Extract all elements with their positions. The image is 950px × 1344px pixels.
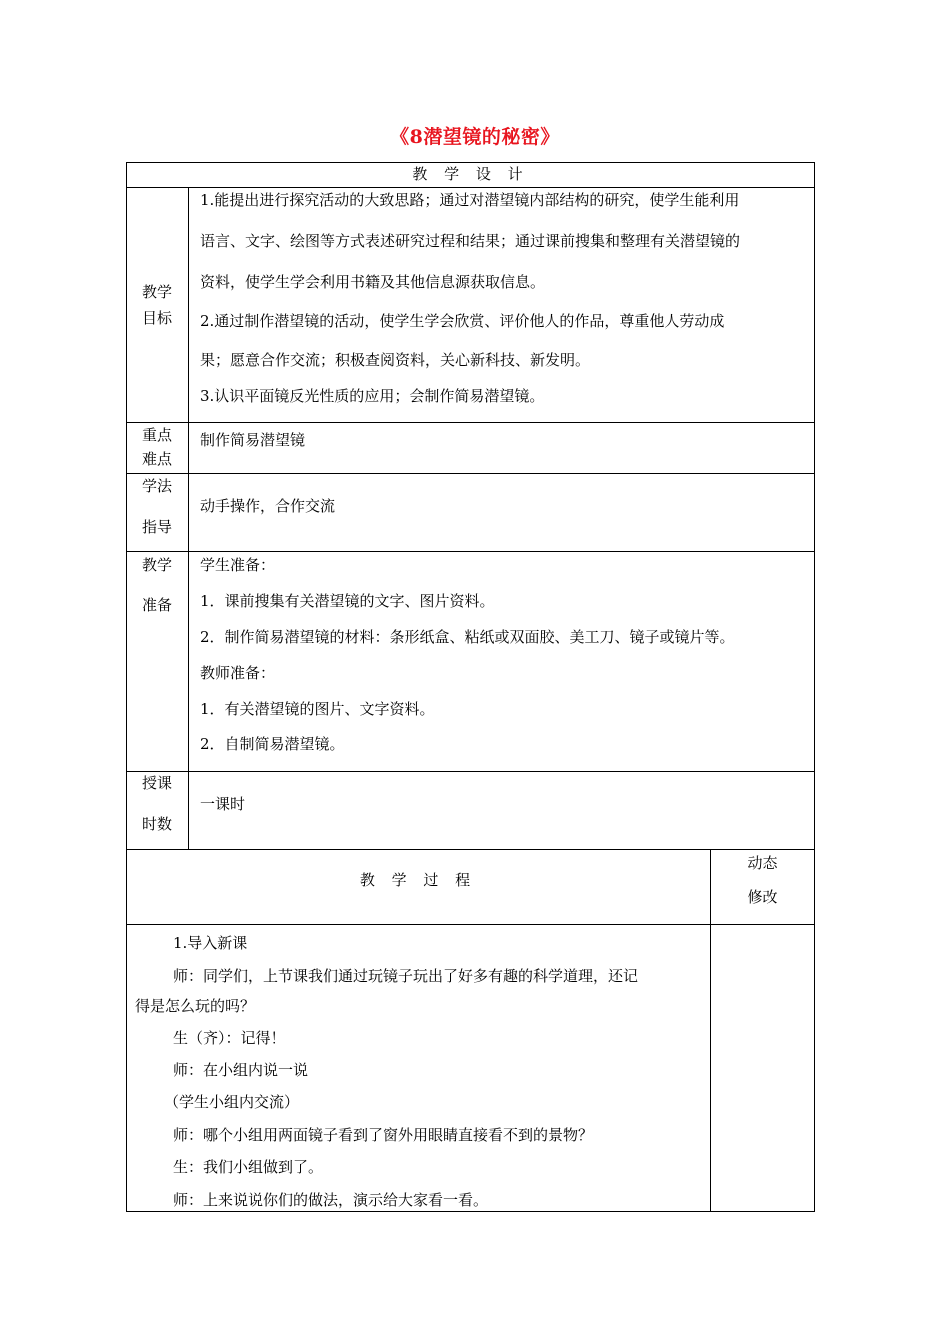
process-line: 师：上来说说你们的做法，演示给大家看一看。: [173, 1191, 489, 1209]
preparation-line: 1．课前搜集有关潜望镜的文字、图片资料。: [200, 592, 495, 610]
preparation-line: 2．自制简易潜望镜。: [200, 735, 345, 753]
method-text: 动手操作，合作交流: [200, 497, 336, 515]
process-line: 得是怎么玩的吗？: [135, 997, 256, 1015]
page-title: 《8潜望镜的秘密》: [390, 126, 560, 148]
process-line: 师：同学们，上节课我们通过玩镜子玩出了好多有趣的科学道理，还记: [173, 967, 639, 985]
row-divider: [126, 924, 815, 925]
key-points-label: 难点: [141, 450, 172, 468]
table-border-bottom: [126, 1211, 815, 1212]
method-label: 指导: [141, 518, 172, 536]
row-divider: [126, 551, 815, 552]
key-points-label: 重点: [141, 426, 172, 444]
preparation-line: 2．制作简易潜望镜的材料：条形纸盒、粘纸或双面胶、美工刀、镜子或镜片等。: [200, 628, 735, 646]
dynamic-edit-header: 修改: [747, 888, 778, 906]
preparation-label: 教学: [141, 556, 172, 574]
preparation-label: 准备: [141, 596, 172, 614]
process-line: 生（齐）：记得！: [173, 1029, 286, 1047]
row-divider: [126, 849, 815, 850]
label-column-divider: [188, 187, 189, 849]
preparation-line: 学生准备：: [200, 556, 276, 574]
preparation-line: 教师准备：: [200, 664, 276, 682]
table-border-right: [814, 162, 815, 1212]
process-line: （学生小组内交流）: [164, 1093, 300, 1111]
table-border-top: [126, 162, 815, 163]
preparation-line: 1．有关潜望镜的图片、文字资料。: [200, 700, 435, 718]
objective-line: 3.认识平面镜反光性质的应用；会制作简易潜望镜。: [200, 387, 545, 405]
process-header: 教 学 过 程: [359, 871, 477, 889]
dynamic-edit-header: 动态: [747, 854, 778, 872]
lesson-plan-table: [126, 162, 815, 1212]
objectives-label: 教学: [141, 283, 172, 301]
objective-line: 2.通过制作潜望镜的活动，使学生学会欣赏、评价他人的作品，尊重他人劳动成: [200, 312, 725, 330]
row-divider: [126, 771, 815, 772]
table-header: 教 学 设 计: [412, 165, 529, 183]
key-points-text: 制作简易潜望镜: [200, 431, 306, 449]
objectives-label: 目标: [141, 309, 172, 327]
process-line: 师：哪个小组用两面镜子看到了窗外用眼睛直接看不到的景物？: [173, 1126, 594, 1144]
row-divider: [126, 473, 815, 474]
process-line: 生：我们小组做到了。: [173, 1158, 324, 1176]
row-divider: [126, 187, 815, 188]
hours-label: 授课: [141, 774, 172, 792]
hours-label: 时数: [141, 815, 172, 833]
hours-text: 一课时: [200, 795, 246, 813]
method-label: 学法: [141, 477, 172, 495]
process-line: 师：在小组内说一说: [173, 1061, 309, 1079]
row-divider: [126, 422, 815, 423]
objective-line: 资料，使学生学会利用书籍及其他信息源获取信息。: [200, 273, 546, 291]
objective-line: 果；愿意合作交流；积极查阅资料，关心新科技、新发明。: [200, 351, 591, 369]
process-line: 1.导入新课: [173, 934, 248, 952]
objective-line: 语言、文字、绘图等方式表述研究过程和结果；通过课前搜集和整理有关潜望镜的: [200, 232, 741, 250]
objective-line: 1.能提出进行探究活动的大致思路；通过对潜望镜内部结构的研究，使学生能利用: [200, 191, 740, 209]
